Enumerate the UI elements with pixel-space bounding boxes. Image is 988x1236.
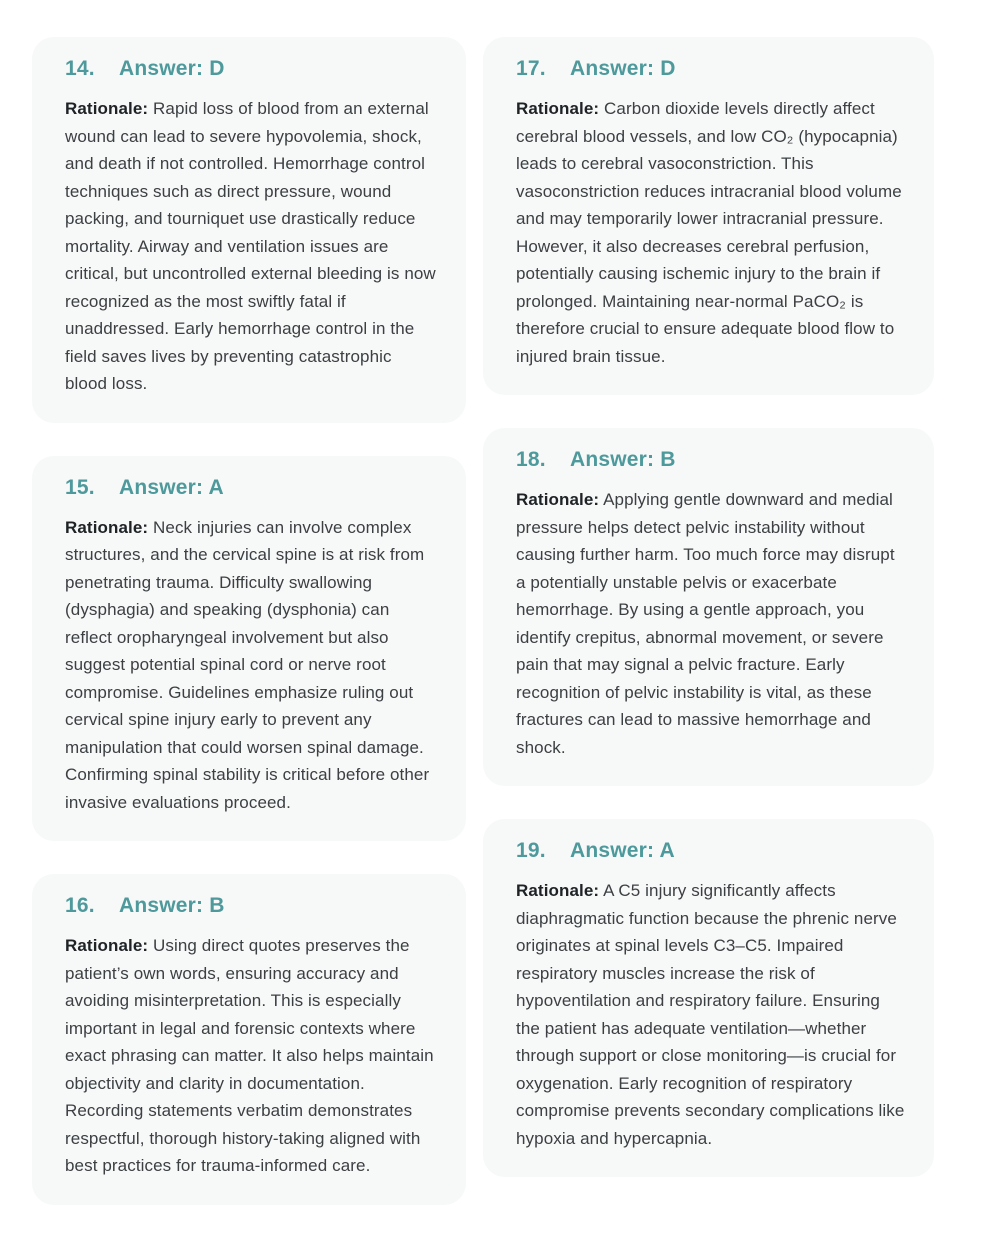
rationale-label: Rationale: xyxy=(516,99,600,118)
answer-card-14 xyxy=(32,37,466,423)
answer-label: Answer: A xyxy=(570,839,675,862)
rationale-text: A C5 injury significantly affects diaphragmatic function because the phrenic nerve originates at spinal levels C3–C5. Impaired respiratory muscles increase the risk of hypoventilation and respiratory failure. Ensuring the patient has adequate ventilation—whether through support or close monitoring—is crucial for oxygenation. Early recognition of respiratory compromise prevents secondary complications like hypoxia and hypercapnia. xyxy=(516,881,905,1148)
rationale-label: Rationale: xyxy=(516,490,600,509)
question-number: 18. xyxy=(516,448,546,471)
answer-card-18 xyxy=(483,428,934,786)
answers-column-left xyxy=(32,37,466,1205)
answer-label: Answer: D xyxy=(570,57,676,80)
answer-heading xyxy=(516,838,906,864)
answer-heading xyxy=(516,56,906,82)
answer-card-19 xyxy=(483,819,934,1177)
rationale-paragraph xyxy=(65,514,438,817)
answer-heading xyxy=(65,893,438,919)
answers-column-right xyxy=(483,37,934,1177)
answer-label: Answer: D xyxy=(119,57,225,80)
rationale-paragraph xyxy=(65,95,438,398)
answer-label: Answer: A xyxy=(119,475,224,499)
rationale-text: Carbon dioxide levels directly affect cerebral blood vessels, and low CO₂ (hypocapnia) leads to cerebral vasoconstriction. This vasoconstriction reduces intracranial blood volume and may temporarily lower intracranial pressure. However, it also decreases cerebral perfusion, potentially causing ischemic injury to the brain if prolonged. Maintaining near-normal PaCO₂ is therefore crucial to ensure adequate blood flow to injured brain tissue. xyxy=(516,99,902,366)
question-number: 15. xyxy=(65,475,95,499)
answer-card-16 xyxy=(32,874,466,1205)
answer-label: Answer: B xyxy=(119,894,225,917)
rationale-paragraph xyxy=(65,932,438,1180)
answer-card-17 xyxy=(483,37,934,395)
answer-heading xyxy=(65,56,438,82)
question-number: 17. xyxy=(516,57,546,80)
answer-card-15 xyxy=(32,456,466,842)
answers-grid xyxy=(32,37,934,1205)
rationale-paragraph xyxy=(516,486,906,761)
question-number: 19. xyxy=(516,839,546,862)
question-number: 14. xyxy=(65,57,95,80)
rationale-text: Using direct quotes preserves the patient’s own words, ensuring accuracy and avoiding misinterpretation. This is especially important in legal and forensic contexts where exact phrasing can matter. It also helps maintain objectivity and clarity in documentation. Recording statements verbatim demonstrates respectful, thorough history-taking aligned with best practices for trauma-informed care. xyxy=(65,936,434,1175)
rationale-text: Neck injuries can involve complex structures, and the cervical spine is at risk from penetrating trauma. Difficulty swallowing (dysphagia) and speaking (dysphonia) can reflect oropharyngeal involvement but also suggest potential spinal cord or nerve root compromise. Guidelines emphasize ruling out cervical spine injury early to prevent any manipulation that could worsen spinal damage. Confirming spinal stability is critical before other invasive evaluations proceed. xyxy=(65,517,430,812)
rationale-text: Applying gentle downward and medial pressure helps detect pelvic instability without causing further harm. Too much force may disrupt a potentially unstable pelvis or exacerbate hemorrhage. By using a gentle approach, you identify crepitus, abnormal movement, or severe pain that may signal a pelvic fracture. Early recognition of pelvic instability is vital, as these fractures can lead to massive hemorrhage and shock. xyxy=(516,490,895,757)
rationale-paragraph xyxy=(516,877,906,1152)
rationale-label: Rationale: xyxy=(65,517,149,537)
question-number: 16. xyxy=(65,894,95,917)
answer-label: Answer: B xyxy=(570,448,676,471)
rationale-paragraph xyxy=(516,95,906,370)
answer-heading xyxy=(516,447,906,473)
rationale-label: Rationale: xyxy=(65,99,149,118)
answer-heading xyxy=(65,475,438,501)
rationale-text: Rapid loss of blood from an external wound can lead to severe hypovolemia, shock, and death if not controlled. Hemorrhage control techniques such as direct pressure, wound packing, and tourniquet use drastically reduce mortality. Airway and ventilation issues are critical, but uncontrolled external bleeding is now recognized as the most swiftly fatal if unaddressed. Early hemorrhage control in the field saves lives by preventing catastrophic blood loss. xyxy=(65,99,436,393)
rationale-label: Rationale: xyxy=(516,881,600,900)
rationale-label: Rationale: xyxy=(65,936,149,955)
